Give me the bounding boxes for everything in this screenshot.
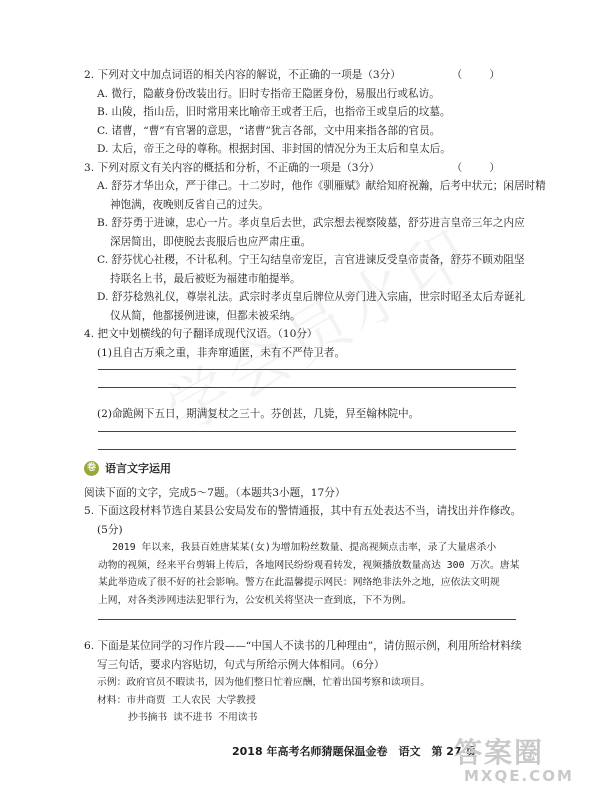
material-item: 工人农民 xyxy=(171,694,211,706)
question-6-materials xyxy=(84,692,514,710)
question-5-points: (5分) xyxy=(97,523,123,536)
page-footer: 2018 年高考名师猜题保温金卷 语文 第 27 页 xyxy=(232,745,477,758)
material-item: 市井商贾 xyxy=(126,694,166,706)
question-3-option-d-cont: 仪从简，他都援例进谏，但都未被采纳。 xyxy=(110,309,301,322)
question-3-option-b: B. 舒芬勇于进谏，忠心一片。孝贞皇后去世，武宗想去视察陵墓，舒芬进言皇帝三年之内应 xyxy=(97,217,525,229)
question-3-option-a-cont: 神饱满，夜晚则反省自己的过失。 xyxy=(110,198,269,211)
question-3-option-d: D. 舒芬稔熟礼仪，尊崇礼法。武宗时孝贞皇后牌位从旁门进入宗庙，世宗时昭圣太后寿诞礼 xyxy=(97,291,526,303)
question-6-materials-row2 xyxy=(84,709,514,727)
question-3-answer-paren: （ ） xyxy=(451,161,502,174)
passage-line: 某此举造成了很不好的社会影响。警方在此温馨提示网民：网络绝非法外之地，应依法文明规 xyxy=(98,577,500,588)
section-intro: 阅读下面的文字，完成5～7题。（本题共3小题，17分） xyxy=(84,486,346,499)
question-3-option-a: A. 舒芬才华出众，严于律己。十二岁时，他作《驯雁赋》献给知府祝瀚，后考中状元；闲居时精 xyxy=(97,180,546,192)
material-item: 抄书摘书 xyxy=(128,712,168,723)
answer-line xyxy=(98,387,516,388)
passage-line: 上网，对各类涉网违法犯罪行为，公安机关将坚决一查到底，下不为例。 xyxy=(98,594,412,606)
material-item: 读不进书 xyxy=(173,712,213,723)
question-4 xyxy=(84,325,514,450)
question-3-option-c-cont: 持联名上书，最后被贬为福建市舶提举。 xyxy=(110,272,301,285)
question-2-stem: 2. 下列对文中加点词语的相关内容的解说，不正确的一项是（3分） xyxy=(84,69,401,81)
page-content xyxy=(84,66,546,727)
question-3 xyxy=(84,159,546,326)
question-2-option-d: D. 太后，帝王之母的尊称。根据封国、非封国的情况分为王太后和皇太后。 xyxy=(97,143,451,155)
question-5-stem: 5. 下面这段材料节选自某县公安局发布的警情通报，其中有五处表达不当，请找出并作修改。 xyxy=(84,505,522,517)
answer-line xyxy=(98,369,516,370)
question-6-example: 示例：政府官员不暇读书，因为他们整日忙着应酬，忙着出国考察和读项目。 xyxy=(97,677,431,688)
question-4-stem: 4. 把文中划横线的句子翻译成现代汉语。（10分） xyxy=(84,328,318,340)
passage-line: 动物的视频，经来平台剪辑上传后，各地网民纷纷观看转发，视频播放数量高达 300 万次。唐某 xyxy=(98,559,520,571)
material-item: 不用读书 xyxy=(218,712,258,723)
question-5 xyxy=(84,502,522,620)
question-5-passage xyxy=(84,539,520,609)
section-title: 语言文字运用 xyxy=(105,462,171,475)
question-2 xyxy=(84,66,514,159)
question-2-option-a: A. 微行，隐蔽身份改装出行。旧时专指帝王隐匿身份，易服出行或私访。 xyxy=(97,87,440,100)
question-2-answer-paren: （ ） xyxy=(451,69,502,81)
corner-logo xyxy=(454,738,584,788)
corner-logo-url: MXQE.COM xyxy=(464,767,574,785)
question-4-item-1: (1)且自古万乘之重，非奔窜遁匿，未有不严侍卫者。 xyxy=(97,346,346,359)
answer-line xyxy=(98,619,516,620)
section-header xyxy=(84,460,514,478)
answer-line xyxy=(98,449,516,450)
material-item: 大学教授 xyxy=(216,694,256,706)
question-4-item-2: (2)命跪阙下五日，期满复杖之三十。芬创甚，几毙，舁至翰林院中。 xyxy=(97,408,420,420)
answer-line xyxy=(98,431,516,432)
section-badge-icon: 卷 xyxy=(84,461,99,476)
question-6-stem: 6. 下面是某位同学的习作片段——“中国人不读书的几种理由”，请仿照示例，利用所给材料续 xyxy=(84,640,522,652)
question-6 xyxy=(84,637,522,727)
question-3-stem: 3. 下列对原文有关内容的概括和分析，不正确的一项是（3分） xyxy=(84,161,380,174)
question-2-option-b: B. 山陵，指山岳，旧时常用来比喻帝王或者王后，也指帝王或皇后的坟墓。 xyxy=(97,106,451,118)
materials-label: 材料： xyxy=(97,694,127,706)
question-6-stem-cont: 写三句话，要求内容贴切，句式与所给示例大体相同。（6分） xyxy=(97,658,385,671)
question-2-option-c: C. 诸曹，“曹”有官署的意思，“诸曹”犹言各部，文中用来指各部的官员。 xyxy=(97,124,441,137)
question-3-option-b-cont: 深居简出，即使脱去丧服后也应严肃庄重。 xyxy=(110,235,312,248)
question-3-option-c: C. 舒芬忧心社稷，不计私利。宁王勾结皇帝宠臣，言官进谏反受皇帝责备，舒芬不顾劝阻坚 xyxy=(97,254,525,266)
passage-line: 2019 年以来，我县百姓唐某某(女)为增加粉丝数量、提高视频点击率，录了大量虐杀小 xyxy=(112,542,497,553)
corner-logo-text: 答案圈 xyxy=(454,736,545,769)
